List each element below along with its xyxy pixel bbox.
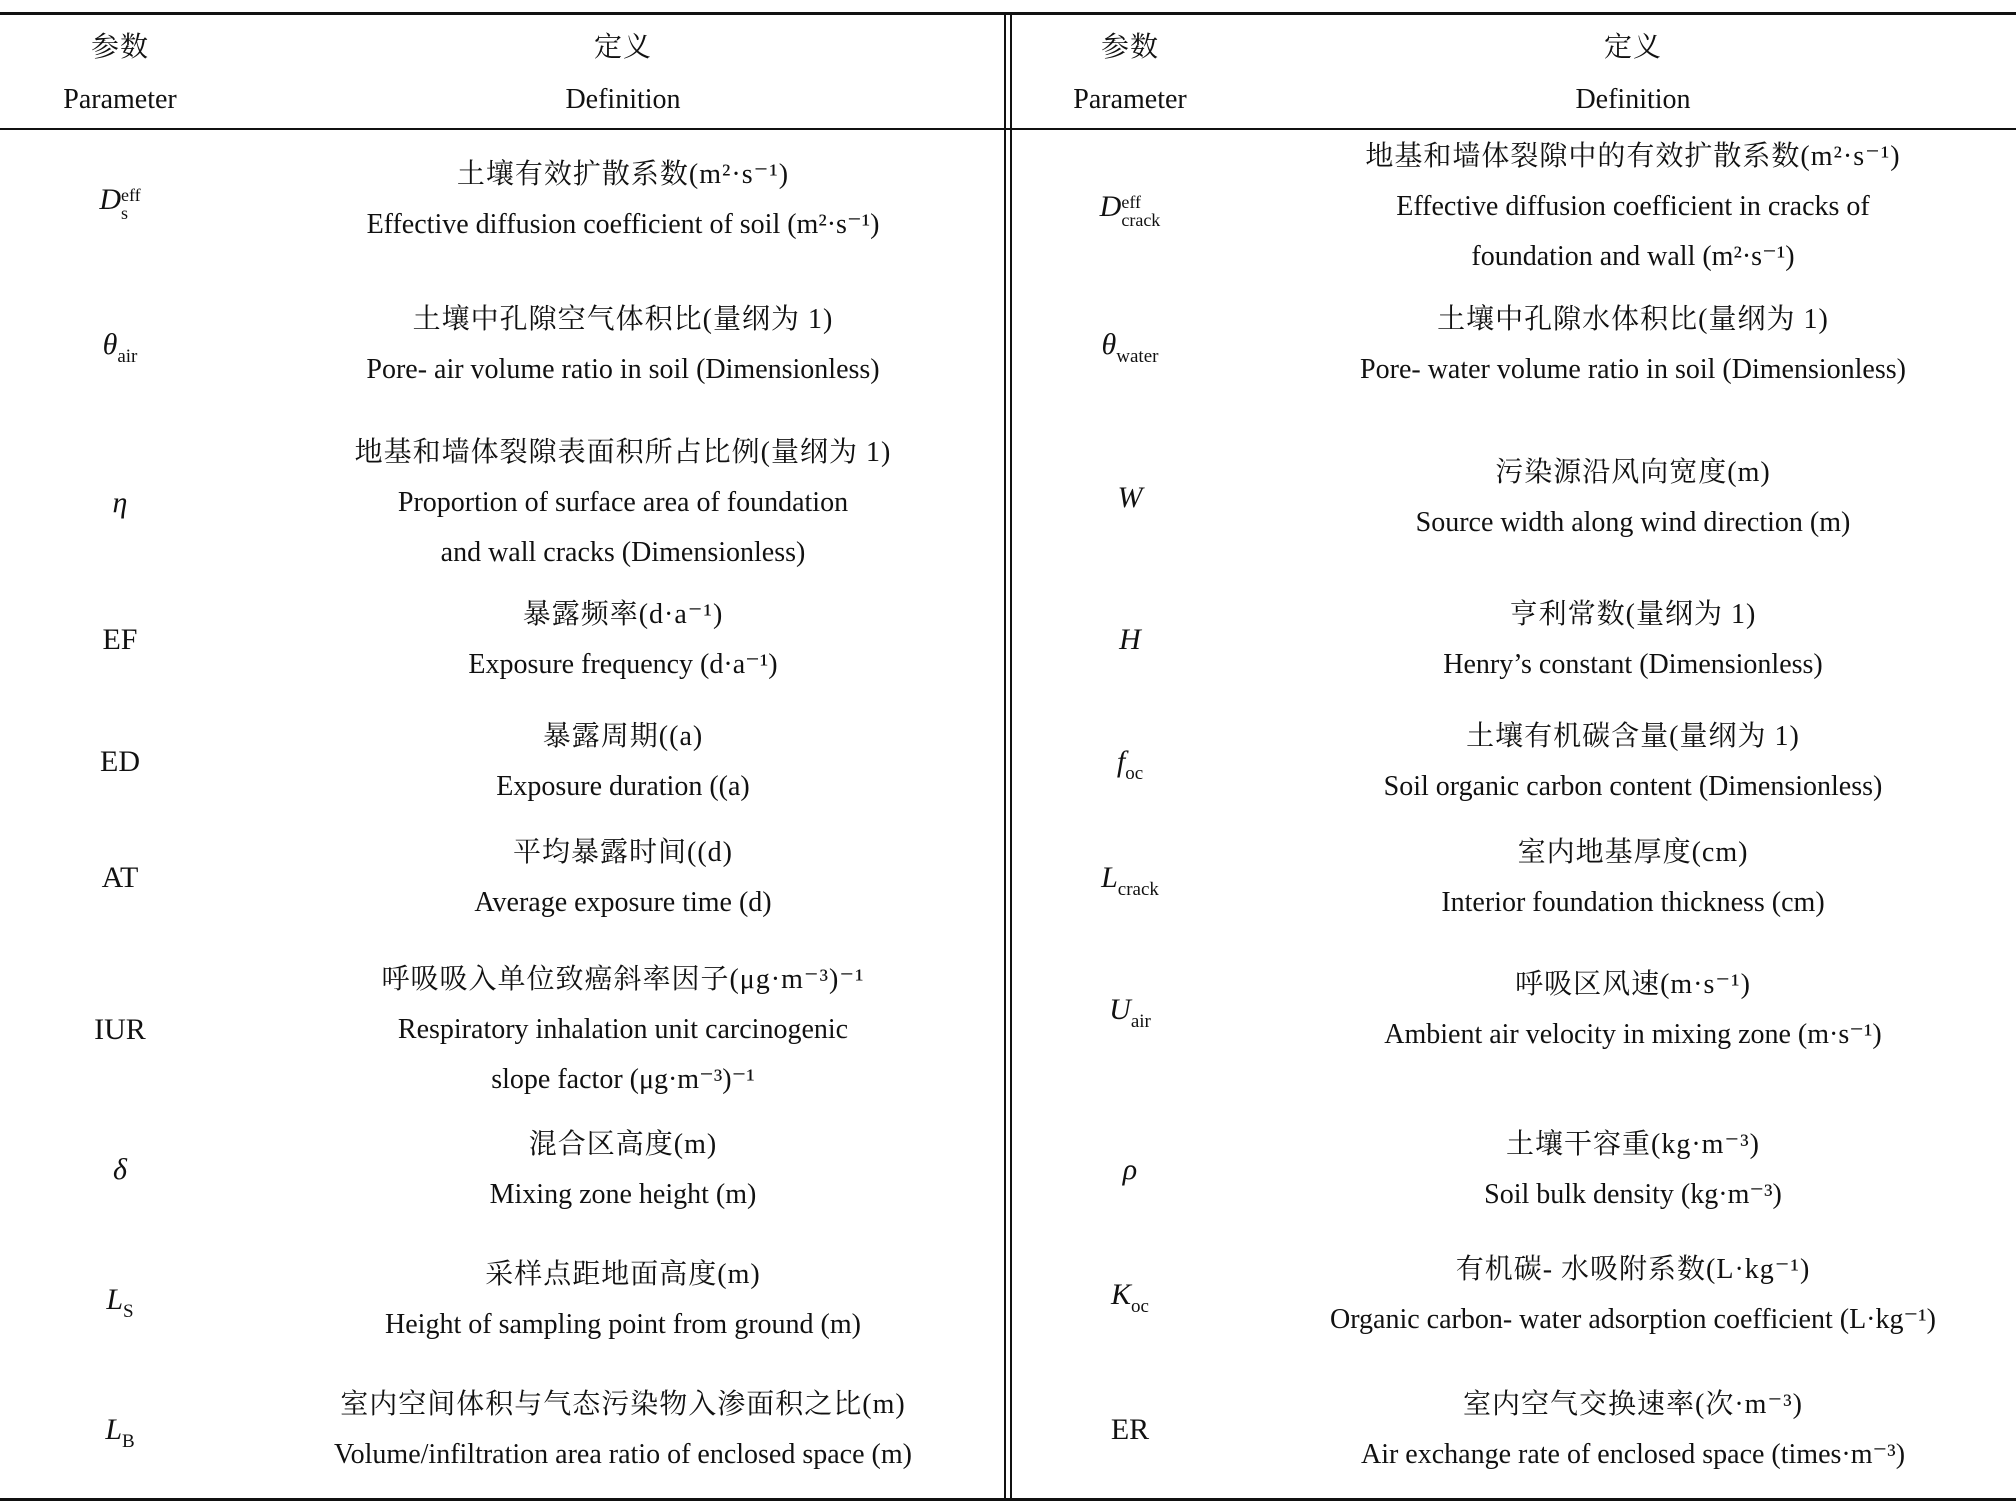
definition-en: Air exchange rate of enclosed space (times·m⁻³): [1360, 1439, 1906, 1470]
parameter-symbol-main: L: [1101, 861, 1118, 894]
right-half: [1010, 0, 2016, 1504]
parameter-symbol: [100, 745, 140, 778]
definition-en: Soil bulk density (kg·m⁻³): [1484, 1179, 1782, 1210]
parameter-symbol: [105, 1413, 135, 1452]
header-definition-cn: 定义: [1603, 32, 1662, 63]
definition-cell: [1250, 712, 2016, 812]
definition-cn: 地基和墙体裂隙中的有效扩散系数(m²·s⁻¹): [1365, 141, 1901, 172]
definition-en: Effective diffusion coefficient of soil (m²·s⁻¹): [366, 209, 880, 240]
parameter-symbol: [1111, 1278, 1149, 1317]
parameter-symbol-text: ER: [1110, 1413, 1150, 1446]
parameter-symbol-scripts: [121, 186, 141, 222]
parameter-symbol-main: L: [106, 1283, 124, 1316]
definition-cell: [240, 1120, 1006, 1220]
parameter-symbol: [1118, 481, 1143, 514]
parameter-symbol: [99, 183, 141, 223]
definition-cn: 土壤中孔隙空气体积比(量纲为 1): [412, 304, 834, 335]
parameter-symbol-text: EF: [102, 623, 138, 656]
header-parameter-cn: 参数: [90, 32, 149, 63]
definition-cn: 室内空气交换速率(次·m⁻³): [1463, 1389, 1803, 1420]
definition-en: Height of sampling point from ground (m): [385, 1309, 861, 1340]
parameter-symbol-scripts: [1121, 193, 1160, 229]
definition-en: Respiratory inhalation unit carcinogenic: [397, 1014, 849, 1045]
header-definition-cn: 定义: [593, 32, 652, 63]
parameter-symbol-main: W: [1117, 481, 1143, 514]
parameter-symbol-main: H: [1119, 623, 1141, 656]
definition-en: Volume/infiltration area ratio of enclosed space (m): [334, 1439, 912, 1470]
definition-cn: 土壤干容重(kg·m⁻³): [1506, 1129, 1760, 1160]
definition-en: Average exposure time (d): [474, 887, 772, 918]
definition-cell: [1250, 960, 2016, 1060]
definition-cn: 土壤中孔隙水体积比(量纲为 1): [1437, 304, 1829, 335]
parameter-symbol: [94, 1013, 146, 1046]
parameter-symbol: [1111, 1413, 1149, 1446]
definition-en: Proportion of surface area of foundation: [397, 487, 849, 518]
parameter-symbol: [1109, 993, 1151, 1032]
definition-en: Source width along wind direction (m): [1415, 507, 1851, 538]
left-half: [0, 0, 1006, 1504]
definition-en: Mixing zone height (m): [489, 1179, 757, 1210]
definition-cn: 有机碳- 水吸附系数(L·kg⁻¹): [1455, 1254, 1811, 1285]
parameter-symbol: [1101, 861, 1159, 900]
definition-en: Exposure duration ((a): [496, 771, 750, 802]
parameter-symbol-main: f: [1116, 745, 1126, 778]
header-parameter: [1010, 22, 1250, 126]
definition-cn: 土壤有效扩散系数(m²·s⁻¹): [456, 159, 790, 190]
parameter-symbol-main: θ: [1101, 328, 1117, 361]
header-definition: [1250, 22, 2016, 126]
definition-cell: [240, 150, 1006, 250]
definition-cell: [1250, 1120, 2016, 1220]
parameter-symbol-sub: oc: [1131, 1296, 1149, 1317]
definition-cell: [240, 1250, 1006, 1350]
header-definition-en: Definition: [565, 84, 681, 115]
definition-en: slope factor (μg·m⁻³)⁻¹: [491, 1064, 755, 1095]
parameter-symbol: [102, 623, 137, 656]
parameter-symbol-text: AT: [101, 861, 139, 894]
definition-en: Henry’s constant (Dimensionless): [1443, 649, 1823, 680]
definition-en: and wall cracks (Dimensionless): [440, 537, 806, 568]
parameter-cell: [0, 320, 240, 382]
header-parameter-en: Parameter: [63, 84, 177, 115]
definition-cell: [1250, 1245, 2016, 1345]
parameter-symbol: [1116, 745, 1144, 784]
parameter-cell: [1010, 1145, 1250, 1196]
parameter-cell: [1010, 182, 1250, 233]
parameter-symbol-main: η: [112, 486, 128, 519]
definition-cell: [240, 955, 1006, 1105]
parameter-symbol-main: D: [99, 183, 121, 216]
parameter-symbol-main: ρ: [1122, 1153, 1138, 1186]
parameter-cell: [0, 853, 240, 904]
definition-cn: 污染源沿风向宽度(m): [1495, 457, 1771, 488]
parameter-cell: [0, 1005, 240, 1056]
parameter-symbol-main: δ: [113, 1153, 127, 1186]
definition-cn: 混合区高度(m): [528, 1129, 718, 1160]
definition-en: Organic carbon- water adsorption coefficient (L·kg⁻¹): [1329, 1304, 1936, 1335]
definition-cell: [240, 828, 1006, 928]
definition-cn: 呼吸吸入单位致癌斜率因子(μg·m⁻³)⁻¹: [381, 964, 865, 995]
parameter-cell: [1010, 615, 1250, 666]
definition-cn: 地基和墙体裂隙表面积所占比例(量纲为 1): [354, 437, 892, 468]
parameter-cell: [1010, 985, 1250, 1047]
parameter-cell: [1010, 737, 1250, 799]
definition-cell: [240, 428, 1006, 578]
parameter-cell: [0, 175, 240, 226]
definition-cn: 呼吸区风速(m·s⁻¹): [1515, 969, 1751, 1000]
parameter-symbol: [1099, 190, 1161, 230]
parameter-cell: [1010, 320, 1250, 382]
parameter-symbol-text: ED: [100, 745, 140, 778]
parameter-symbol: [1101, 328, 1159, 367]
parameter-symbol-sub: B: [122, 1431, 135, 1452]
parameter-symbol-sub: crack: [1117, 879, 1159, 900]
parameter-cell: [1010, 853, 1250, 915]
parameter-cell: [0, 737, 240, 788]
parameter-symbol-main: D: [1099, 190, 1122, 223]
definition-cell: [240, 1380, 1006, 1480]
parameter-symbol-sub: air: [117, 346, 138, 367]
parameter-cell: [0, 478, 240, 529]
parameter-symbol-main: K: [1111, 1278, 1132, 1311]
parameter-symbol: [1123, 1153, 1137, 1186]
parameter-symbol-main: θ: [102, 328, 118, 361]
definition-en: Pore- water volume ratio in soil (Dimensionless): [1360, 354, 1906, 385]
parameter-symbol-sub: S: [123, 1301, 134, 1322]
parameter-cell: [0, 1405, 240, 1467]
parameter-symbol-main: U: [1109, 993, 1131, 1026]
definition-cn: 室内地基厚度(cm): [1517, 837, 1749, 868]
definition-cell: [1250, 132, 2016, 282]
definition-en: Soil organic carbon content (Dimensionless): [1383, 771, 1883, 802]
parameter-cell: [0, 615, 240, 666]
definition-cell: [1250, 828, 2016, 928]
parameter-symbol-sub: air: [1130, 1011, 1151, 1032]
definition-cn: 暴露周期((a): [542, 721, 704, 752]
definition-en: foundation and wall (m²·s⁻¹): [1471, 241, 1795, 272]
parameter-symbol-text: IUR: [94, 1013, 146, 1046]
definition-cell: [1250, 1380, 2016, 1480]
parameter-symbol-sup: eff: [121, 185, 141, 205]
definition-cell: [240, 712, 1006, 812]
parameter-cell: [1010, 473, 1250, 524]
parameter-cell: [1010, 1270, 1250, 1332]
parameter-symbol: [102, 861, 139, 894]
parameter-cell: [1010, 1405, 1250, 1456]
parameter-symbol: [102, 328, 138, 367]
definition-cn: 采样点距地面高度(m): [485, 1259, 761, 1290]
definition-cell: [1250, 295, 2016, 395]
parameter-symbol: [113, 1153, 127, 1186]
parameter-symbol: [113, 486, 128, 519]
definition-cn: 暴露频率(d·a⁻¹): [522, 599, 724, 630]
definition-en: Interior foundation thickness (cm): [1441, 887, 1825, 918]
header-definition-en: Definition: [1575, 84, 1691, 115]
parameter-symbol-sub: water: [1116, 346, 1159, 367]
definition-en: Pore- air volume ratio in soil (Dimensionless): [366, 354, 880, 385]
parameter-cell: [0, 1145, 240, 1196]
definition-cn: 室内空间体积与气态污染物入渗面积之比(m): [340, 1389, 906, 1420]
parameter-symbol-sub: oc: [1125, 763, 1144, 784]
header-parameter: [0, 22, 240, 126]
definition-en: Ambient air velocity in mixing zone (m·s⁻¹): [1384, 1019, 1882, 1050]
parameter-symbol-sup: eff: [1121, 192, 1141, 212]
definition-cell: [1250, 448, 2016, 548]
parameter-cell: [0, 1275, 240, 1337]
definition-cell: [1250, 590, 2016, 690]
parameter-symbol: [1119, 623, 1141, 656]
parameter-symbol-main: L: [105, 1413, 122, 1446]
parameter-symbol: [106, 1283, 134, 1322]
header-parameter-en: Parameter: [1073, 84, 1187, 115]
definition-en: Exposure frequency (d·a⁻¹): [468, 649, 778, 680]
parameter-symbol-sub: s: [121, 203, 129, 223]
definition-cn: 亨利常数(量纲为 1): [1509, 599, 1757, 630]
definition-cell: [240, 295, 1006, 395]
definition-cn: 平均暴露时间((d): [513, 837, 733, 868]
definition-cn: 土壤有机碳含量(量纲为 1): [1466, 721, 1800, 752]
definition-cell: [240, 590, 1006, 690]
header-definition: [240, 22, 1006, 126]
header-parameter-cn: 参数: [1100, 32, 1159, 63]
parameter-symbol-sub: crack: [1121, 210, 1161, 230]
definition-en: Effective diffusion coefficient in cracks of: [1396, 191, 1870, 222]
